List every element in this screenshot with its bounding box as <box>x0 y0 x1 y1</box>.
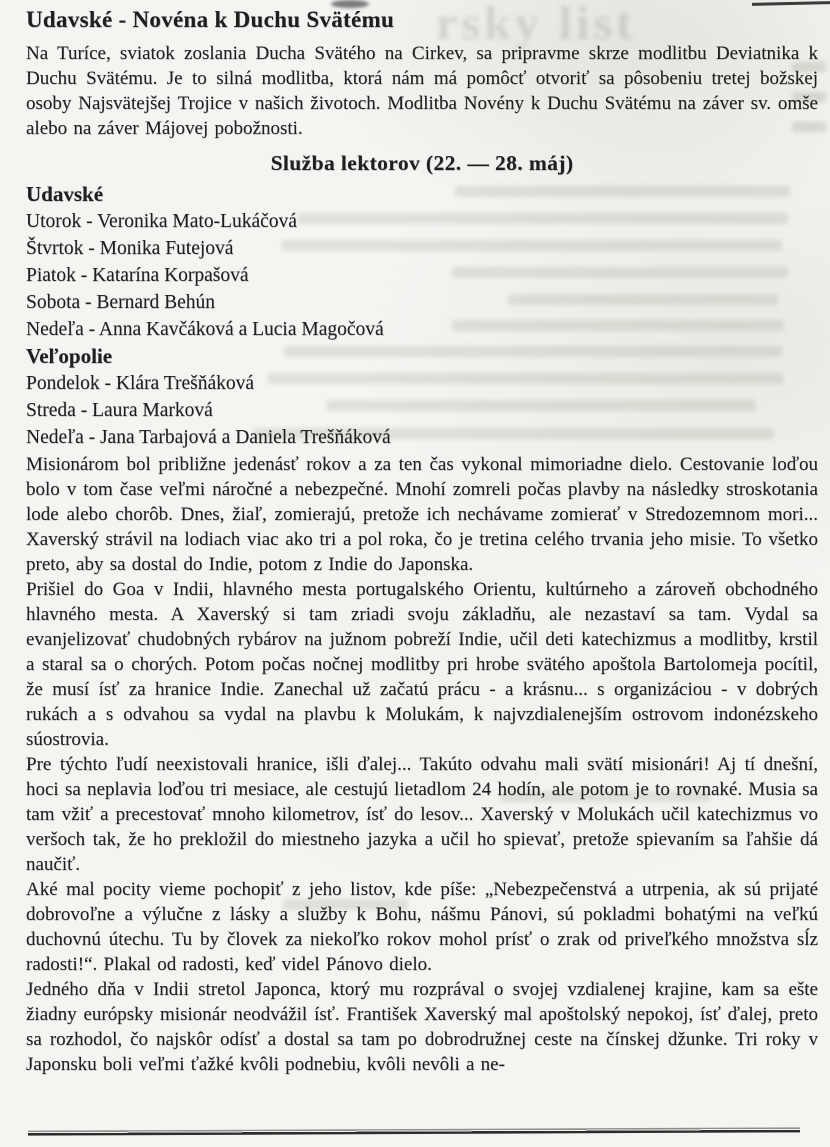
lector-entry: Sobota - Bernard Behún <box>26 292 216 313</box>
group-name-velopolie: Veľopolie <box>26 344 113 368</box>
article-paragraph-4: Aké mal pocity vieme pochopiť z jeho listov, kde píše: „Nebezpečenstvá a utrpenia, ak sú prijaté dobrovoľne a výlučne z lásky a služby k Bohu, nášmu Pánovi, sú pokladmi bohatými na veľkú duchovnú útechu. Tu by človek za niekoľko rokov mohol prísť o zrak od priveľkého množstva sĺz radosti!“. Plakal od radosti, keď videl Pánovo dielo. <box>26 879 818 975</box>
lector-entry: Utorok - Veronika Mato-Lukáčová <box>26 211 297 232</box>
lector-entry: Nedeľa - Jana Tarbajová a Daniela Trešňáková <box>26 427 391 448</box>
schedule-title: Služba lektorov (22. — 28. máj) <box>270 151 574 175</box>
article-section <box>26 452 818 1126</box>
header-section <box>26 6 818 141</box>
article-paragraph-1: Misionárom bol približne jedenásť rokov a za ten čas vykonal mimoriadne dielo. Cestovanie loďou bolo v tom čase veľmi náročné a nebezpečné. Mnohí zomreli počas plavby na následky stroskotania lode alebo chorôb. Dnes, žiaľ, zomierajú, pretože ich nechávame zomierať v Stredozemnom mori... Xaverský strávil na lodiach viac ako tri a pol roka, čo je tretina celého trvania jeho misie. To všetko preto, aby sa dostal do Indie, potom z Indie do Japonska. <box>26 454 818 575</box>
lector-entry: Štvrtok - Monika Futejová <box>26 238 234 259</box>
lector-entry: Piatok - Katarína Korpašová <box>26 265 249 286</box>
group-name-udavske: Udavské <box>26 182 104 206</box>
bottom-divider <box>28 1127 800 1135</box>
lector-entry: Pondelok - Klára Trešňáková <box>26 373 255 394</box>
article-paragraph-5: Jedného dňa v Indii stretol Japonca, ktorý mu rozprával o svojej vzdialenej krajine, kam sa ešte žiadny európsky misionár neodvážil ísť. František Xaverský mal apoštolský nepokoj, ísť ďalej, preto sa rozhodol, čo najskôr odísť a dostal sa tam po dobrodružnej ceste na čínskej džunke. Tri roky v Japonsku boli veľmi ťažké kvôli podnebiu, kvôli nevôli a ne- <box>26 979 818 1075</box>
page-title: Udavské - Novéna k Duchu Svätému <box>26 7 395 32</box>
intro-paragraph: Na Turíce, sviatok zoslania Ducha Svätého na Cirkev, sa pripravme skrze modlitbu Deviatnika k Duchu Svätému. Je to silná modlitba, ktorá nám má pomôcť otvoriť sa pôsobeniu tretej božskej osoby Najsvätejšej Trojice v našich životoch. Modlitba Novény k Duchu Svätému na záver sv. omše alebo na záver Májovej pobožnosti. <box>26 43 818 139</box>
article-paragraph-2: Prišiel do Goa v Indii, hlavného mesta portugalského Orientu, kultúrneho a zároveň obchodného hlavného mesta. A Xaverský si tam zriadi svoju základňu, ale nezastaví sa tam. Vydal sa evanjelizovať chudobných rybárov na južnom pobreží Indie, učil deti katechizmus a modlitby, krstil a staral sa o chorých. Potom počas nočnej modlitby pri hrobe svätého apoštola Bartolomeja pocítil, že musí ísť za hranice Indie. Zanechal už začatú prácu - a krásnu... s organizáciou - v dobrých rukách a s odvahou sa vydal na plavbu k Molukám, k najvzdialenejším ostrovom indonézskeho súostrovia. <box>26 579 818 750</box>
lector-entry: Streda - Laura Marková <box>26 400 213 421</box>
bleedthrough-masthead: rsky list <box>436 0 637 50</box>
article-paragraph-3: Pre týchto ľudí neexistovali hranice, išli ďalej... Takúto odvahu mali svätí misionári! Aj tí dnešní, hoci sa neplavia loďou tri mesiace, ale cestujú lietadlom 24 hodín, ale potom je to rovnaké. Musia sa tam vžiť a precestovať mnoho kilometrov, ísť do lesov... Xaverský v Molukách učil katechizmus vo veršoch tak, že ho prekložil do miestneho jazyka a učil ho spievať, pretože spievaním sa ľahšie dá naučiť. <box>26 754 818 875</box>
lector-entry: Nedeľa - Anna Kavčáková a Lucia Magočová <box>26 319 384 340</box>
lector-schedule <box>26 150 818 451</box>
